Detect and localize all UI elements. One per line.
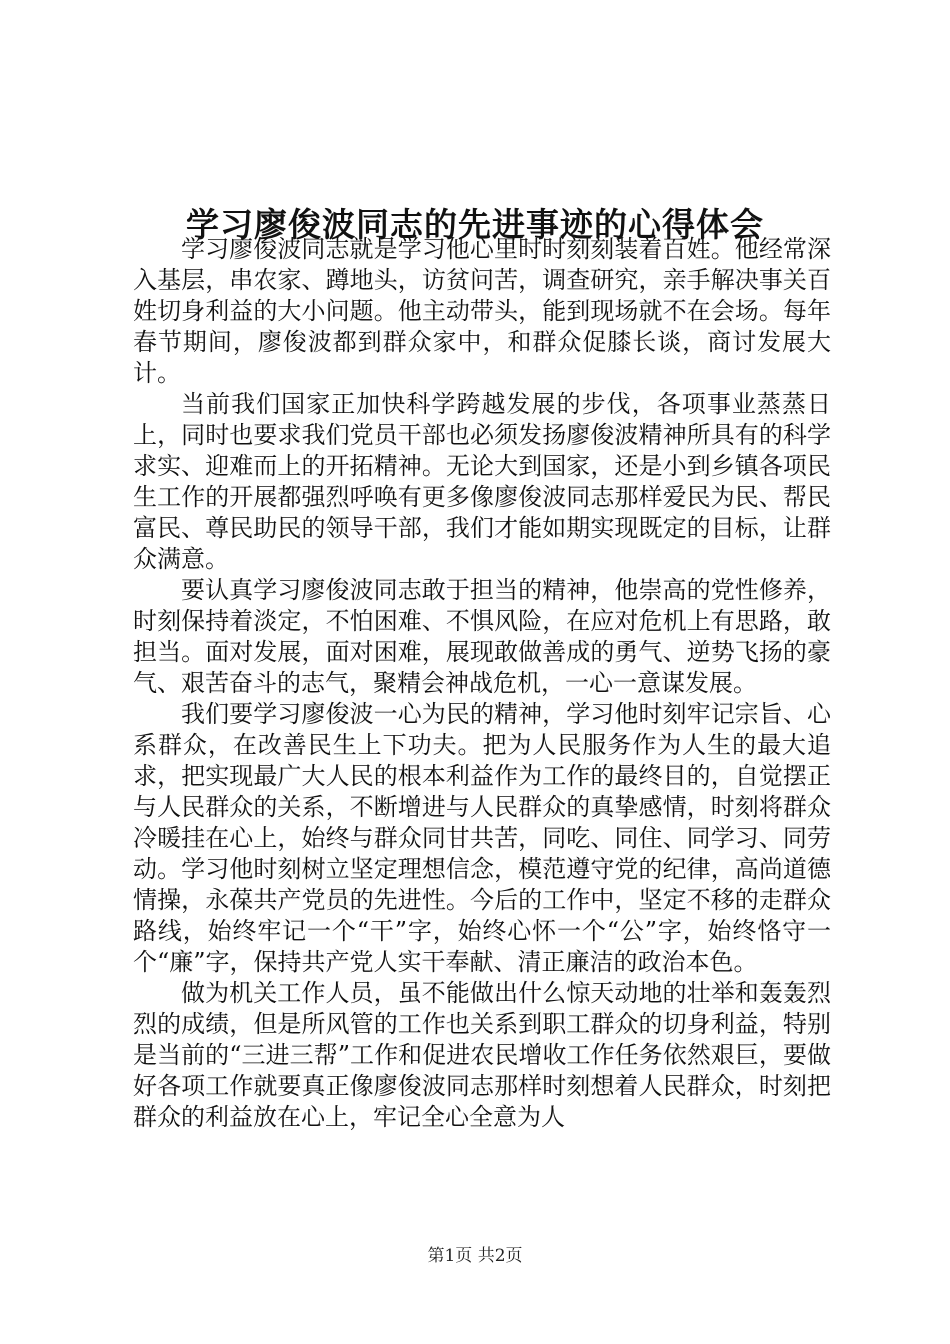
page-title: 学习廖俊波同志的先进事迹的心得体会 xyxy=(186,205,764,245)
paragraph-2: 当前我们国家正加快科学跨越发展的步伐，各项事业蒸蒸日上，同时也要求我们党员干部也必须发扬廖俊波精神所具有的科学求实、迎难而上的开拓精神。无论大到国家，还是小到乡镇各项民生工作的开展都强烈呼唤有更多像廖俊波同志那样爱民为民、帮民富民、尊民助民的领导干部，我们才能如期实现既定的目标，让群众满意。 xyxy=(133,390,831,573)
document-body xyxy=(133,234,831,1133)
page-footer: 第1页 共2页 xyxy=(427,1246,523,1266)
paragraph-3: 要认真学习廖俊波同志敢于担当的精神，他崇高的党性修养，时刻保持着淡定，不怕困难、不惧风险，在应对危机上有思路，敢担当。面对发展，面对困难，展现敢做善成的勇气、逆势飞扬的豪气、艰苦奋斗的志气，聚精会神战危机，一心一意谋发展。 xyxy=(133,576,831,697)
paragraph-4: 我们要学习廖俊波一心为民的精神，学习他时刻牢记宗旨、心系群众，在改善民生上下功夫。把为人民服务作为人生的最大追求，把实现最广大人民的根本利益作为工作的最终目的，自觉摆正与人民群众的关系，不断增进与人民群众的真挚感情，时刻将群众冷暖挂在心上，始终与群众同甘共苦，同吃、同住、同学习、同劳动。学习他时刻树立坚定理想信念，模范遵守党的纪律，高尚道德情操，永葆共产党员的先进性。今后的工作中，坚定不移的走群众路线，始终牢记一个“干”字，始终心怀一个“公”字，始终恪守一个“廉”字，保持共产党人实干奉献、清正廉洁的政治本色。 xyxy=(133,700,831,976)
paragraph-5: 做为机关工作人员，虽不能做出什么惊天动地的壮举和轰轰烈烈的成绩，但是所风管的工作也关系到职工群众的切身利益，特别是当前的“三进三帮”工作和促进农民增收工作任务依然艰巨，要做好各项工作就要真正像廖俊波同志那样时刻想着人民群众，时刻把群众的利益放在心上，牢记全心全意为人 xyxy=(133,979,831,1131)
paragraph-1: 学习廖俊波同志就是学习他心里时时刻刻装着百姓。他经常深入基层，串农家、蹲地头，访贫问苦，调查研究，亲手解决事关百姓切身利益的大小问题。他主动带头，能到现场就不在会场。每年春节期间，廖俊波都到群众家中，和群众促膝长谈，商讨发展大计。 xyxy=(133,235,831,387)
